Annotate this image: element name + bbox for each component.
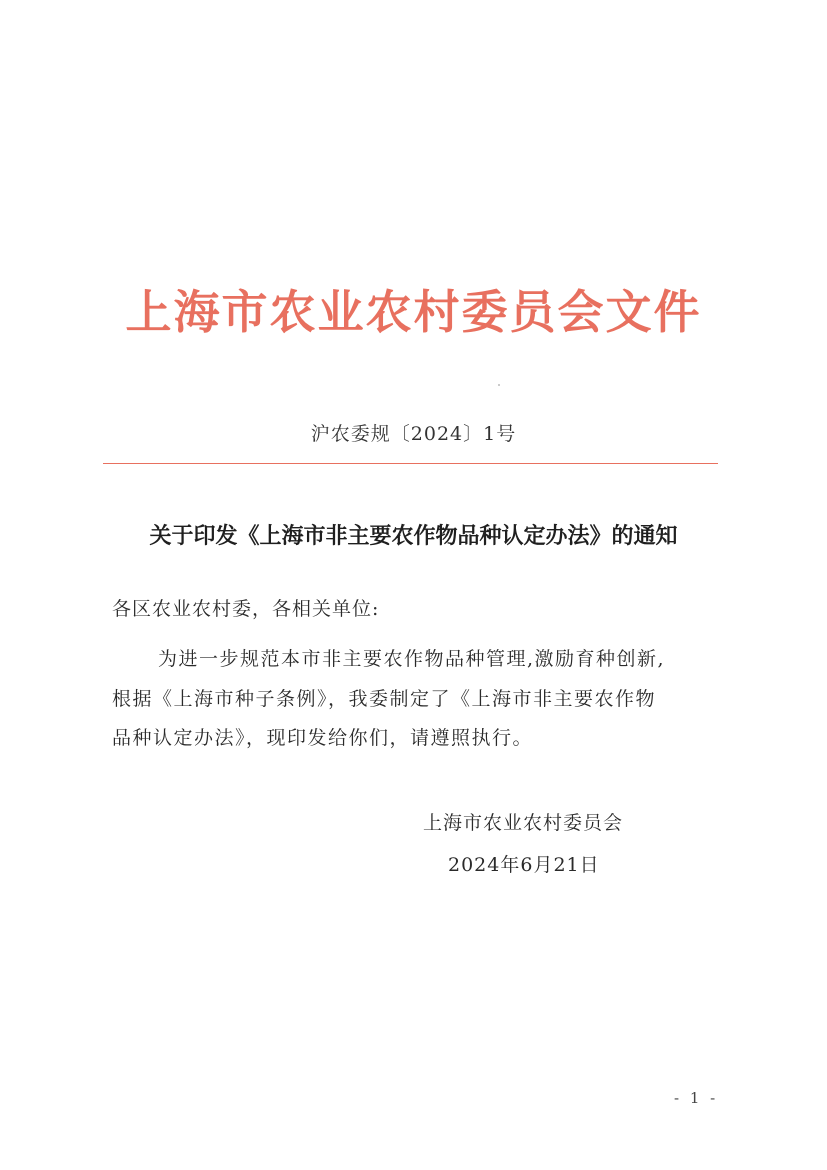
body-line: 为进一步规范本市非主要农作物品种管理,激励育种创新,	[158, 648, 666, 670]
issuer-signature: 上海市农业农村委员会	[423, 812, 624, 834]
scan-speck	[498, 384, 500, 386]
issue-date: 2024年6月21日	[448, 854, 600, 876]
document-number: 沪农委规〔2024〕1号	[310, 423, 517, 445]
red-divider-line	[103, 463, 718, 464]
body-line: 根据《上海市种子条例》，我委制定了《上海市非主要农作物	[112, 688, 657, 710]
salutation: 各区农业农村委，各相关单位:	[112, 598, 380, 620]
masthead-title: 上海市农业农村委员会文件	[125, 285, 702, 339]
notice-title: 关于印发《上海市非主要农作物品种认定办法》的通知	[149, 523, 678, 549]
body-line: 品种认定办法》，现印发给你们，请遵照执行。	[112, 727, 534, 749]
page-number: - 1 -	[674, 1089, 719, 1107]
